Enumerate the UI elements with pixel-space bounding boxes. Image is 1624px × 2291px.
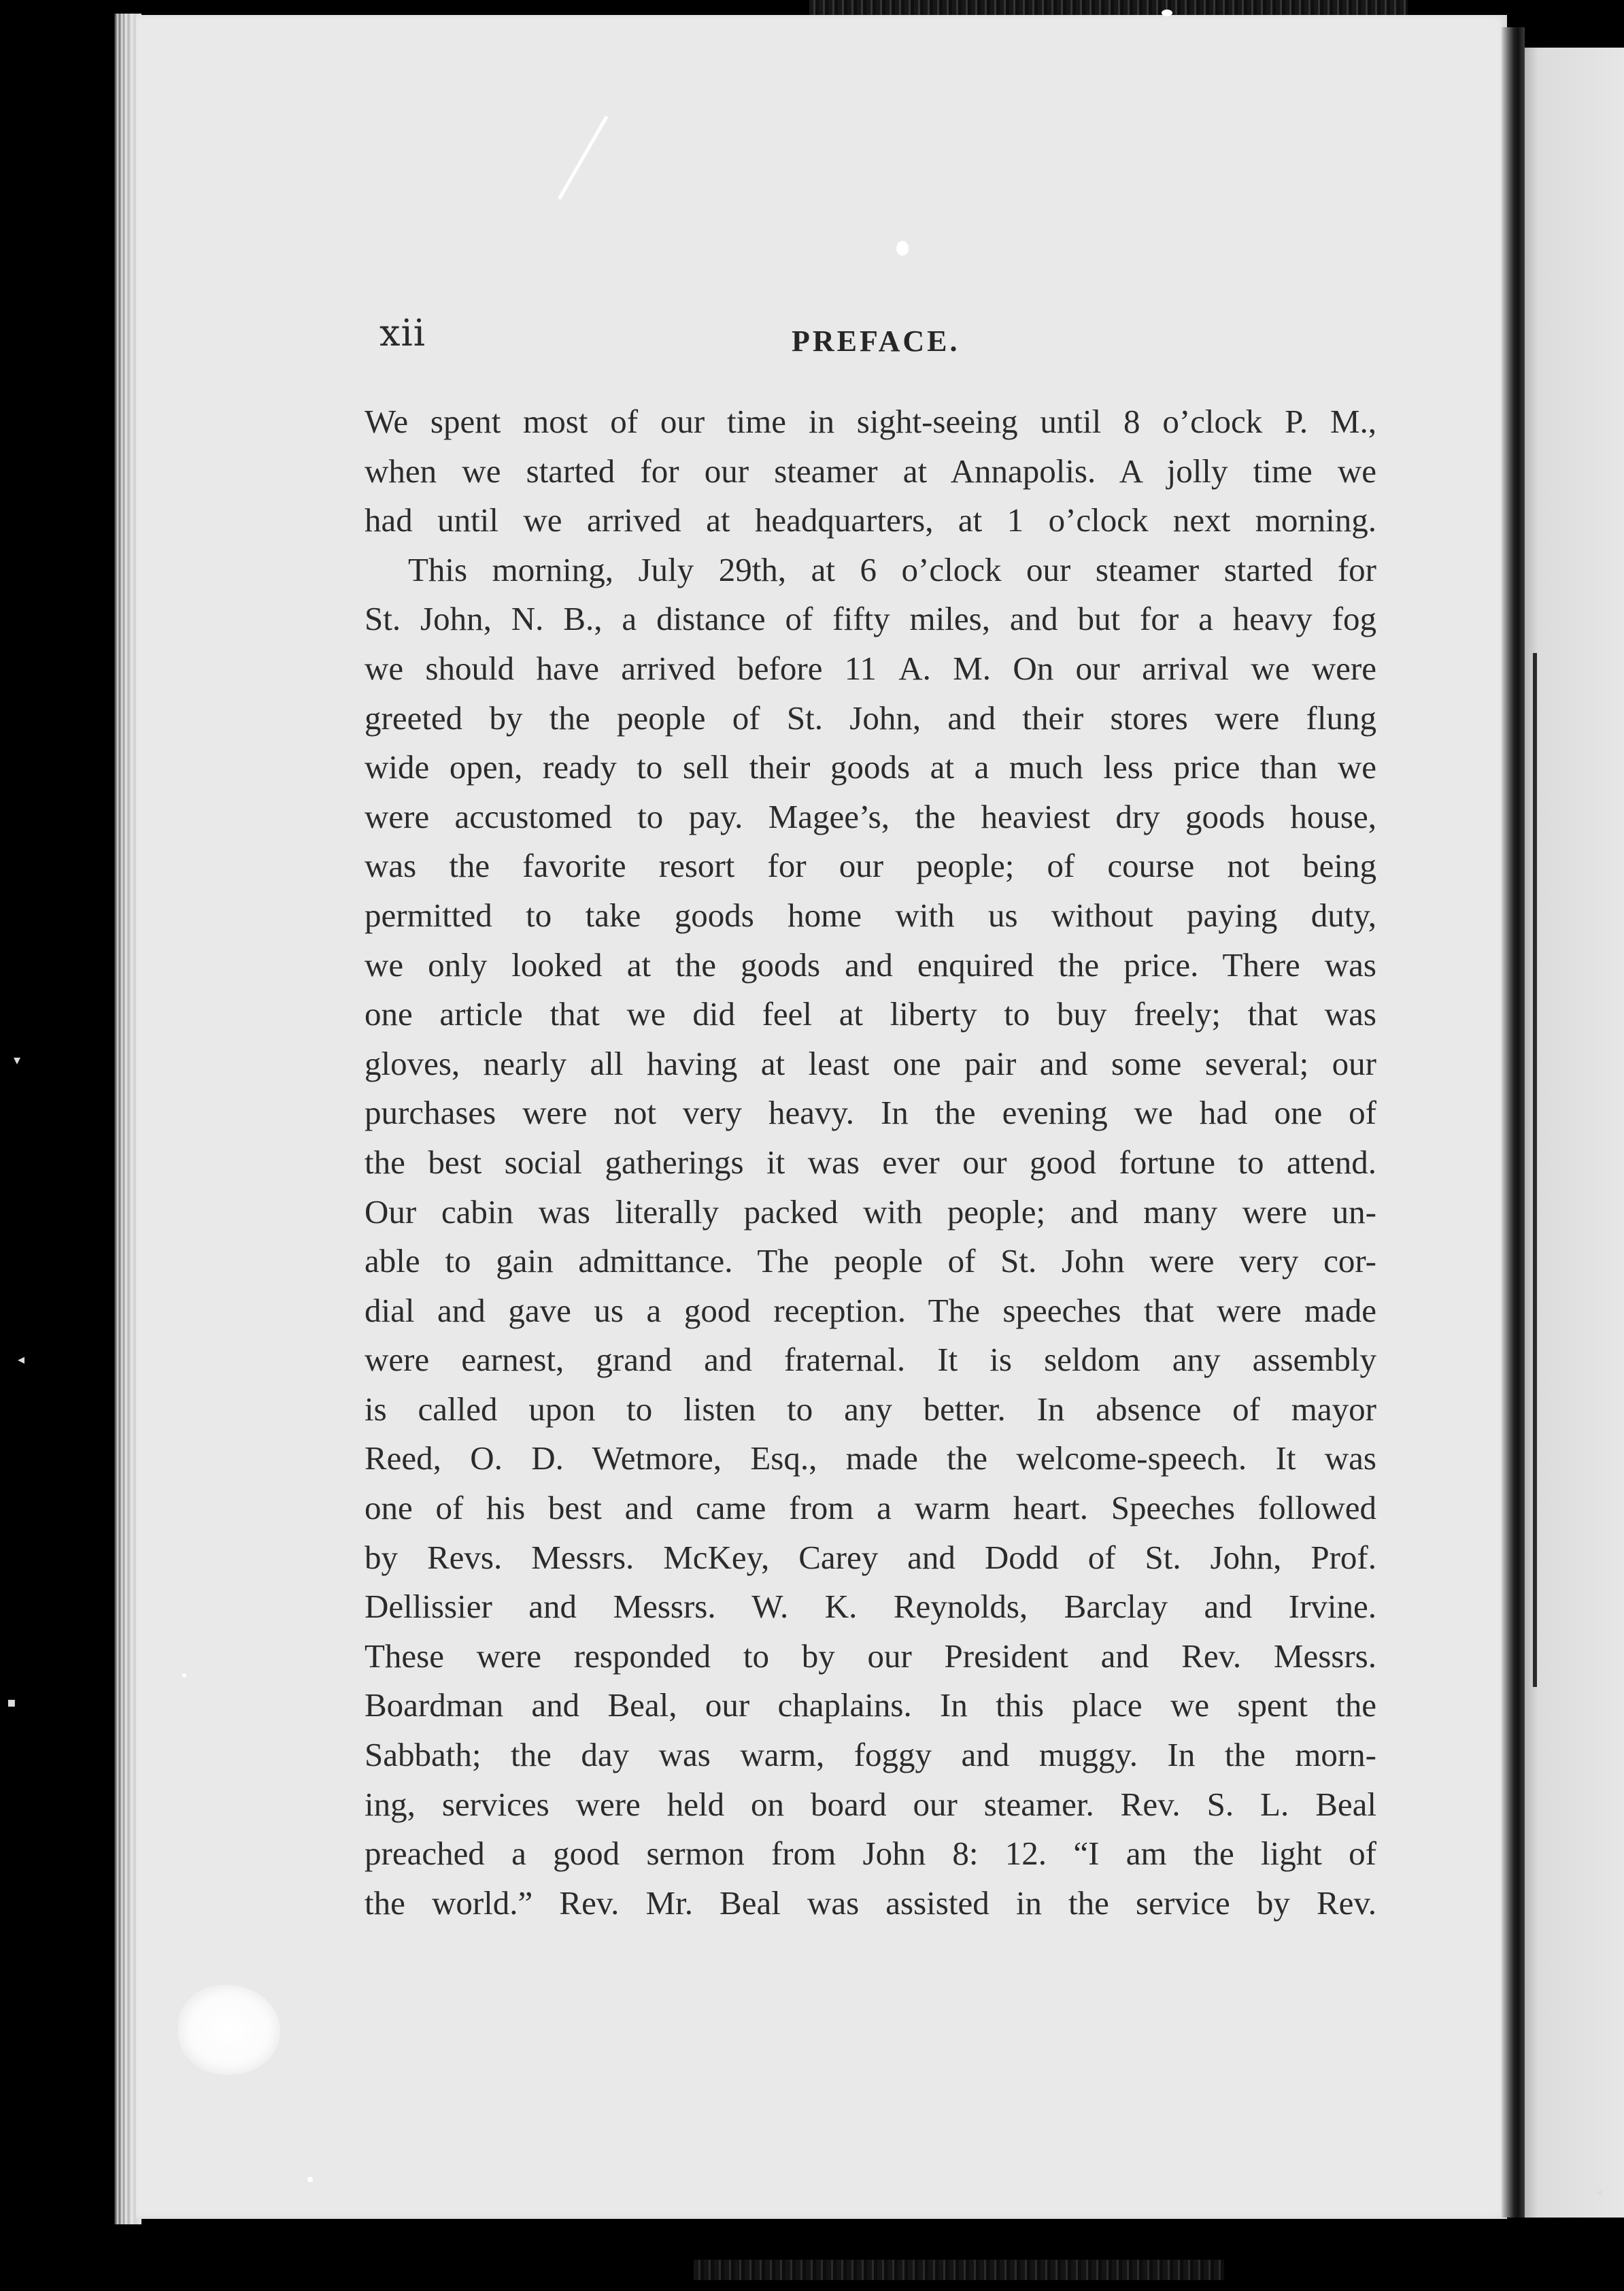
text-line (365, 1434, 1376, 1484)
scan-speck (896, 241, 909, 256)
line-text: Reed, O. D. Wetmore, Esq., made the welcome-speech. It was (365, 1439, 1376, 1477)
text-line (365, 447, 1376, 497)
text-line (365, 990, 1376, 1039)
line-text: we only looked at the goods and enquired the price. There was (365, 946, 1376, 984)
line-text: Dellissier and Messrs. W. K. Reynolds, Barclay and Irvine. (365, 1588, 1376, 1626)
text-line (365, 1484, 1376, 1533)
line-text: St. John, N. B., a distance of fifty miles, and but for a heavy fog (365, 600, 1376, 638)
facing-page-mark (1533, 653, 1537, 1687)
small-caps-text: A. M. (898, 649, 992, 687)
line-text: permitted to take goods home with us without paying duty, (365, 896, 1376, 934)
scan-blot (178, 1985, 280, 2075)
text-line (365, 694, 1376, 743)
text-line (365, 1879, 1376, 1928)
text-line (365, 1780, 1376, 1830)
text-line (365, 1582, 1376, 1632)
text-line (365, 841, 1376, 891)
line-text: wide open, ready to sell their goods at a much less price than we (365, 748, 1376, 786)
page-number: xii (379, 312, 426, 354)
line-text-continued: On our arrival we were (991, 649, 1376, 687)
line-text: when we started for our steamer at Annapolis. A jolly time we (365, 452, 1376, 490)
scan-speck (1162, 10, 1172, 16)
margin-mark: ◂ (18, 1351, 25, 1367)
line-text: dial and gave us a good reception. The speeches that were made (365, 1291, 1376, 1329)
text-line (365, 1088, 1376, 1138)
film-edge-bottom (694, 2260, 1224, 2280)
text-line (365, 792, 1376, 842)
line-text: Our cabin was literally packed with people; and many were un- (365, 1192, 1376, 1231)
line-text: was the favorite resort for our people; of course not being (365, 847, 1376, 885)
text-line (365, 743, 1376, 792)
line-text: were accustomed to pay. Magee’s, the heaviest dry goods house, (365, 797, 1376, 835)
text-line (365, 1829, 1376, 1879)
line-text: Boardman and Beal, our chaplains. In this place we spent the (365, 1686, 1376, 1724)
line-text: is called upon to listen to any better. In absence of mayor (365, 1390, 1376, 1428)
text-line (365, 1730, 1376, 1780)
text-line (365, 595, 1376, 644)
line-text: ing, services were held on board our steamer. Rev. S. L. Beal (365, 1785, 1376, 1823)
text-line (365, 1385, 1376, 1435)
body-text (365, 397, 1376, 1928)
text-line (365, 1188, 1376, 1237)
text-line (365, 1237, 1376, 1286)
binding-gutter (1502, 27, 1525, 2218)
running-title: PREFACE. (792, 324, 960, 358)
text-line (365, 496, 1376, 546)
margin-mark: ▪ (7, 1694, 16, 1710)
text-line (365, 1286, 1376, 1336)
line-text: the best social gatherings it was ever our good fortune to attend. (365, 1143, 1376, 1181)
facing-page-edge (1525, 48, 1624, 2218)
text-line (365, 1335, 1376, 1385)
line-text: purchases were not very heavy. In the evening we had one of (365, 1094, 1376, 1132)
line-text: greeted by the people of St. John, and their stores were flung (365, 699, 1376, 737)
text-line (365, 644, 1376, 694)
line-text: we should have arrived before 11 (365, 649, 877, 687)
text-line (365, 397, 1376, 447)
text-line (365, 1533, 1376, 1583)
line-text: This morning, July 29th, at 6 o’clock our steamer started for (408, 550, 1376, 588)
line-text: by Revs. Messrs. McKey, Carey and Dodd of St. John, Prof. (365, 1538, 1376, 1576)
line-text: These were responded to by our President and Rev. Messrs. (365, 1637, 1376, 1675)
line-text: able to gain admittance. The people of St. John were very cor- (365, 1242, 1376, 1280)
text-line (365, 546, 1376, 595)
line-text: one of his best and came from a warm heart. Speeches followed (365, 1489, 1376, 1527)
line-text: one article that we did feel at liberty to buy freely; that was (365, 995, 1376, 1033)
line-text: had until we arrived at headquarters, at 1 o’clock next morning. (365, 501, 1376, 539)
line-text: Sabbath; the day was warm, foggy and muggy. In the morn- (365, 1736, 1376, 1774)
line-text: preached a good sermon from John 8: 12. “I am the light of (365, 1835, 1376, 1873)
margin-mark: ◂ (1595, 2184, 1603, 2200)
line-text: gloves, nearly all having at least one pair and some several; our (365, 1044, 1376, 1082)
text-line (365, 1138, 1376, 1188)
text-line (365, 1632, 1376, 1682)
text-line (365, 941, 1376, 990)
text-line (365, 1039, 1376, 1089)
scan-speck (307, 2177, 313, 2182)
text-line (365, 1681, 1376, 1730)
margin-mark: ▾ (14, 1052, 21, 1068)
line-text: the world.” Rev. Mr. Beal was assisted in the service by Rev. (365, 1884, 1376, 1922)
line-text: We spent most of our time in sight-seeing until 8 o’clock (365, 403, 1263, 440)
line-text: were earnest, grand and fraternal. It is seldom any assembly (365, 1341, 1376, 1379)
small-caps-text: P. M., (1285, 403, 1377, 440)
scan-speck (182, 1673, 186, 1677)
text-line (365, 891, 1376, 941)
